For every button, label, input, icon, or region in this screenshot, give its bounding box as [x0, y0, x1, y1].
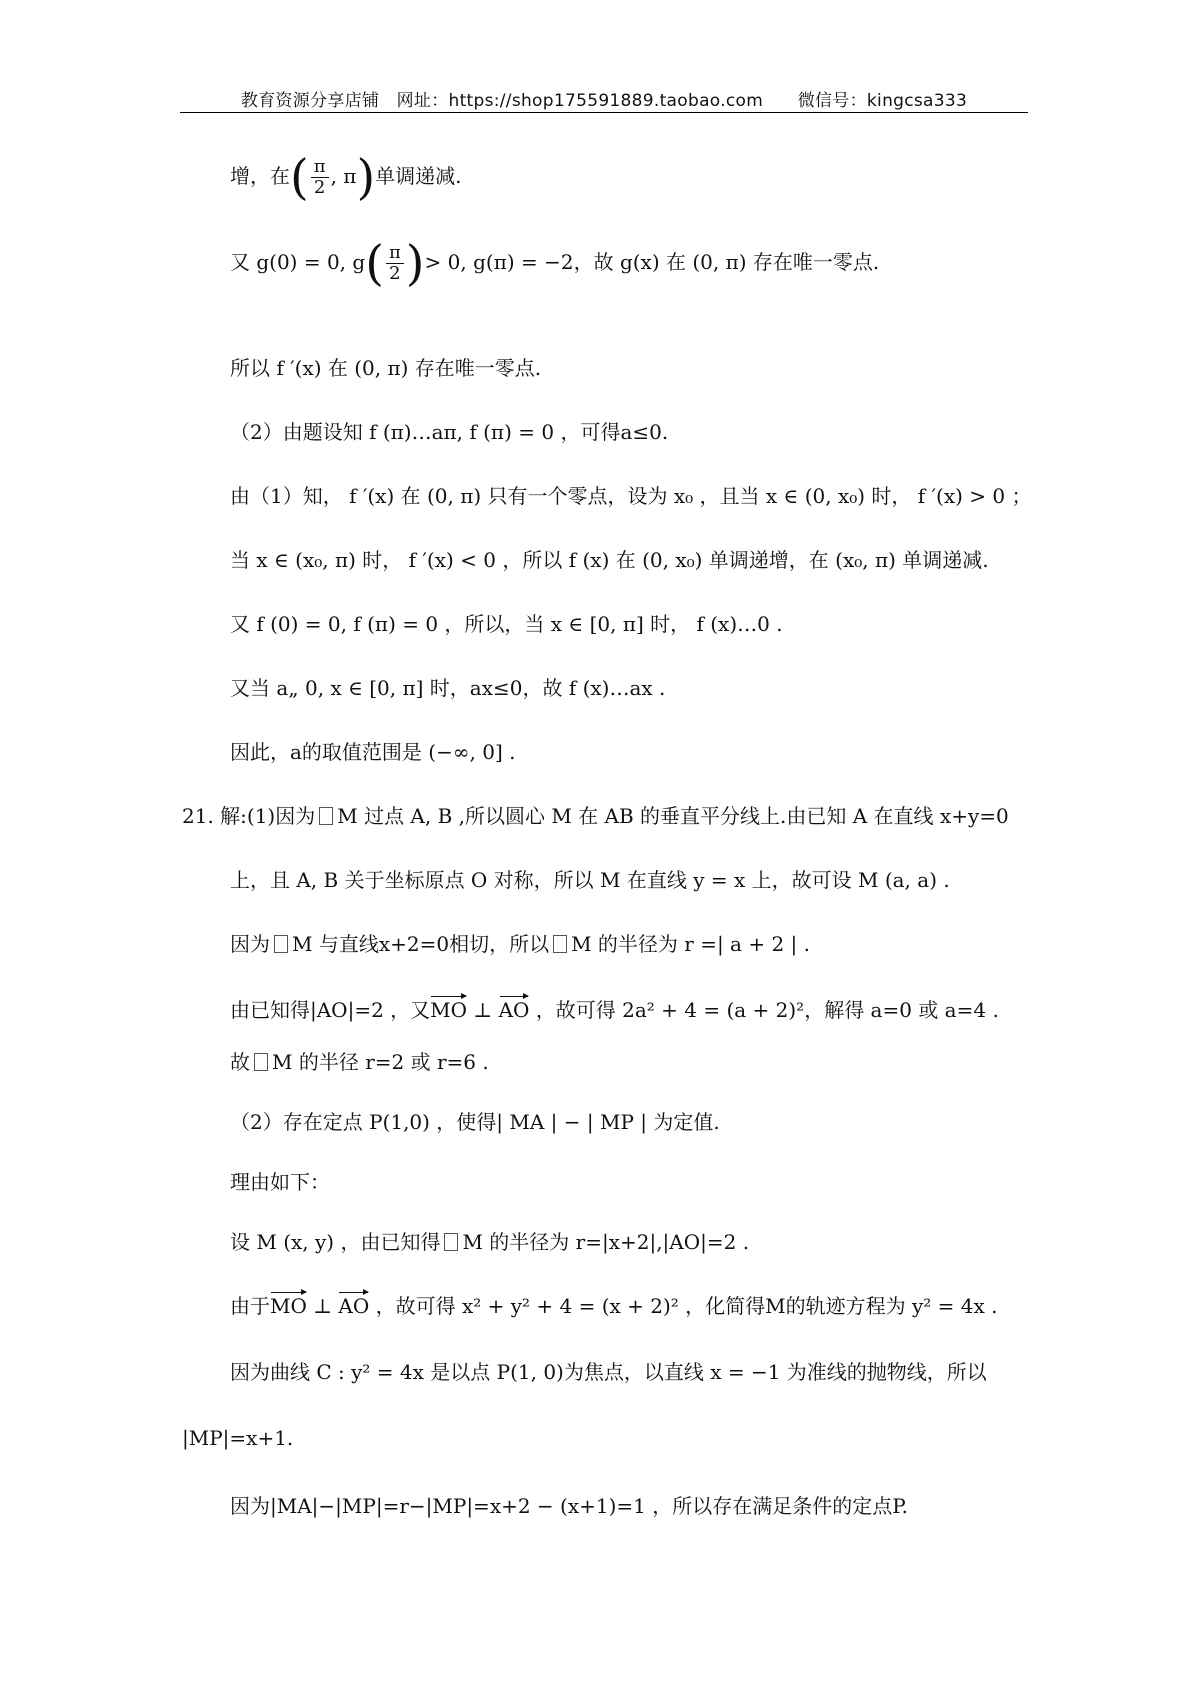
text-line: 又 f (0) = 0, f (π) = 0 ，所以，当 x ∈ [0, π] 时， f (x)…0 .	[230, 612, 783, 636]
fraction-numerator: π	[386, 243, 404, 264]
text-line: |MP|=x+1.	[182, 1426, 294, 1450]
text-segment: 单调递减.	[375, 164, 462, 188]
text-segment: 因为	[230, 932, 270, 956]
text-line	[230, 1048, 489, 1076]
text-segment: M 的半径 r=2 或 r=6 .	[272, 1050, 489, 1074]
text-segment: ，故可得 x² + y² + 4 = (x + 2)² ，化简得M的轨迹方程为 y² = 4x .	[369, 1294, 998, 1318]
text-segment: ，故可得 2a² + 4 = (a + 2)²，解得 a=0 或 a=4 .	[529, 998, 999, 1022]
text-segment: 21. 解:(1)因为	[182, 804, 316, 828]
text-segment: 由已知得|AO|=2 ，又	[230, 998, 431, 1022]
text-line: 由（1）知， f ′(x) 在 (0, π) 只有一个零点，设为 x₀ ，且当 x ∈ (0, x₀) 时， f ′(x) > 0 ；	[230, 484, 1032, 508]
page-header: 教育资源分享店铺 网址：https://shop175591889.taobao.com 微信号：kingcsa333	[240, 91, 968, 111]
left-paren: (	[290, 149, 309, 206]
text-line	[230, 146, 462, 206]
text-line: 理由如下：	[230, 1170, 330, 1194]
text-line: 因此，a的取值范围是 (−∞, 0] .	[230, 740, 516, 764]
fraction	[386, 243, 404, 284]
text-line	[230, 1228, 749, 1256]
text-segment: 增，在	[230, 164, 290, 188]
text-line: （2）由题设知 f (π)…aπ, f (π) = 0 ，可得a≤0.	[230, 420, 669, 444]
text-segment: > 0, g(π) = −2，故 g(x) 在 (0, π) 存在唯一零点.	[424, 250, 880, 274]
vector-mo: MO	[430, 998, 468, 1022]
text-line: 因为|MA|−|MP|=r−|MP|=x+2 − (x+1)=1 ，所以存在满足条件的定点P.	[230, 1494, 909, 1518]
text-segment: M 的半径为 r=|x+2|,|AO|=2 .	[462, 1230, 750, 1254]
fraction	[311, 157, 329, 198]
text-line: 又当 a„ 0, x ∈ [0, π] 时，ax≤0，故 f (x)…ax .	[230, 676, 666, 700]
text-line: 上，且 A, B 关于坐标原点 O 对称，所以 M 在直线 y = x 上，故可设 M (a, a) .	[230, 868, 950, 892]
text-segment: 故	[230, 1050, 250, 1074]
problem-21-line	[182, 802, 1009, 830]
text-segment: ⊥	[467, 998, 499, 1022]
fraction-denominator: 2	[389, 263, 401, 284]
text-line	[230, 232, 879, 292]
circle-symbol-icon	[553, 935, 567, 953]
text-line	[230, 996, 999, 1024]
text-line: （2）存在定点 P(1,0) ，使得| MA | − | MP | 为定值.	[230, 1110, 720, 1134]
fraction-numerator: π	[311, 157, 329, 178]
fraction-denominator: 2	[313, 177, 326, 198]
circle-symbol-icon	[444, 1233, 458, 1251]
text-line: 因为曲线 C : y² = 4x 是以点 P(1, 0)为焦点，以直线 x = −1 为准线的抛物线，所以	[230, 1360, 987, 1384]
vector-ao: AO	[498, 998, 530, 1022]
right-paren: )	[405, 235, 425, 292]
vector-mo: MO	[270, 1294, 307, 1318]
circle-symbol-icon	[274, 935, 288, 953]
text-segment: ⊥	[306, 1294, 339, 1318]
right-paren: )	[356, 149, 376, 206]
circle-symbol-icon	[254, 1053, 268, 1071]
text-line	[230, 1292, 998, 1320]
header-divider	[180, 112, 1028, 113]
vector-ao: AO	[338, 1294, 370, 1318]
text-segment: 由于	[230, 1294, 270, 1318]
text-line: 当 x ∈ (x₀, π) 时， f ′(x) < 0 ，所以 f (x) 在 (0, x₀) 单调递增，在 (x₀, π) 单调递减.	[230, 548, 989, 572]
text-segment: , π	[330, 164, 357, 188]
text-line: 所以 f ′(x) 在 (0, π) 存在唯一零点.	[230, 356, 542, 380]
circle-symbol-icon	[319, 807, 333, 825]
text-segment: M 的半径为 r =| a + 2 | .	[571, 932, 810, 956]
text-segment: 设 M (x, y) ，由已知得	[230, 1230, 441, 1254]
text-segment: M 与直线x+2=0相切，所以	[292, 932, 550, 956]
text-segment: M 过点 A, B ,所以圆心 M 在 AB 的垂直平分线上.由已知 A 在直线 x+y=0	[337, 804, 1009, 828]
text-segment: 又 g(0) = 0, g	[230, 250, 366, 274]
left-paren: (	[365, 235, 384, 292]
text-line	[230, 930, 810, 958]
